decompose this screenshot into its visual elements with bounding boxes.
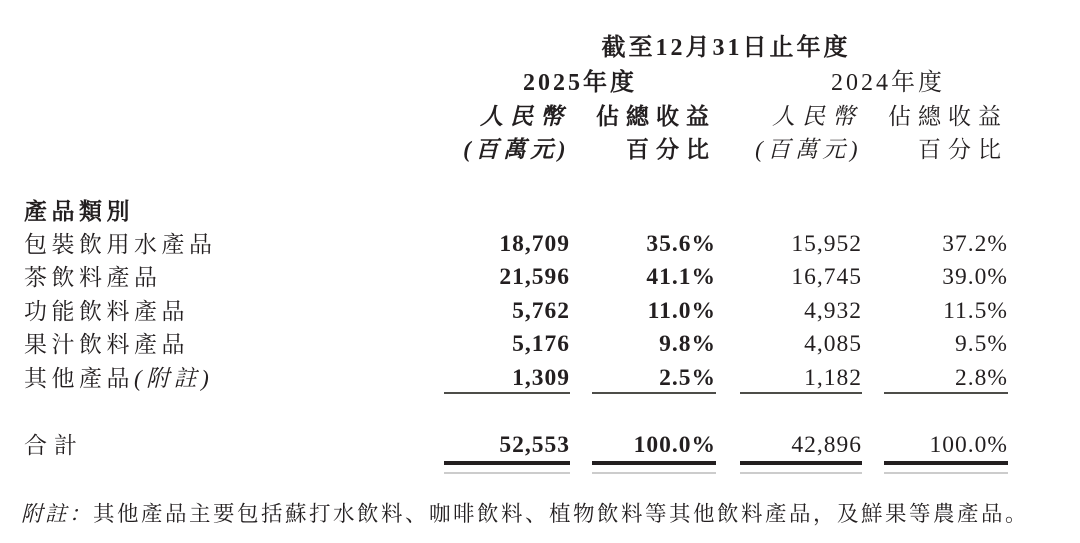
col-2025-currency-unit: (百萬元): [463, 137, 570, 162]
col-2025-share-header: 佔總收益: [596, 104, 716, 129]
cell-2024-pct: 9.5%: [955, 331, 1008, 357]
year-2025-header: 2025年度: [523, 70, 637, 96]
total-rule-shadow: [740, 472, 862, 474]
footnote-prefix: 附註：: [21, 502, 94, 526]
subheader-row-2: [24, 136, 1008, 163]
column-rule: [592, 392, 716, 394]
col-2025-currency-header: 人民幣: [480, 104, 570, 129]
total-rule: [740, 461, 862, 465]
total-rule: [592, 461, 716, 465]
year-header-row: [24, 70, 1008, 97]
cell-2025-rmb: 21,596: [499, 264, 570, 290]
total-label: 合計: [24, 433, 84, 458]
row-label: 果汁飲料產品: [24, 332, 189, 357]
total-2024-rmb: 42,896: [791, 432, 862, 458]
col-2024-share-header: 佔總收益: [888, 104, 1008, 129]
total-2025-rmb: 52,553: [499, 432, 570, 458]
footnote: [21, 501, 1061, 528]
table-row: [24, 331, 1008, 358]
total-rule-shadow: [592, 472, 716, 474]
table-row: [24, 298, 1008, 325]
table-row: [24, 231, 1008, 258]
total-rule: [884, 461, 1008, 465]
total-rule-shadow: [884, 472, 1008, 474]
column-rule: [884, 392, 1008, 394]
table-row: [24, 264, 1008, 291]
row-label: 包裝飲用水產品: [24, 232, 217, 257]
total-2024-pct: 100.0%: [929, 432, 1008, 458]
col-2024-share-unit: 百分比: [918, 137, 1008, 162]
total-rule-shadow: [444, 472, 570, 474]
cell-2024-rmb: 15,952: [791, 231, 862, 257]
column-rule: [740, 392, 862, 394]
row-label-text: 其他產品: [24, 366, 134, 391]
col-2025-share-unit: 百分比: [626, 137, 716, 162]
cell-2024-rmb: 4,085: [804, 331, 862, 357]
cell-2025-pct: 41.1%: [646, 264, 716, 290]
cell-2025-rmb: 1,309: [512, 365, 570, 391]
cell-2024-rmb: 1,182: [804, 365, 862, 391]
row-label-note-ref: (附註): [134, 366, 214, 391]
cell-2025-rmb: 18,709: [499, 231, 570, 257]
cell-2025-rmb: 5,176: [512, 331, 570, 357]
period-header: 截至12月31日止年度: [601, 35, 851, 61]
row-label: 功能飲料產品: [24, 299, 189, 324]
cell-2024-pct: 11.5%: [943, 298, 1008, 324]
row-label: [24, 365, 444, 392]
total-rule: [444, 461, 570, 465]
cell-2025-pct: 9.8%: [659, 331, 716, 357]
cell-2024-pct: 39.0%: [942, 264, 1008, 290]
section-header-row: [24, 198, 1008, 225]
subheader-row-1: [24, 103, 1008, 130]
cell-2025-pct: 35.6%: [646, 231, 716, 257]
section-header: 產品類別: [24, 199, 134, 224]
total-row: [24, 432, 1008, 459]
cell-2024-pct: 2.8%: [955, 365, 1008, 391]
year-2024-header: [740, 70, 1008, 97]
col-2024-currency-header: 人民幣: [772, 104, 862, 129]
cell-2025-pct: 2.5%: [659, 365, 716, 391]
cell-2025-pct: 11.0%: [647, 298, 716, 324]
row-label: 茶飲料產品: [24, 265, 162, 290]
cell-2025-rmb: 5,762: [512, 298, 570, 324]
cell-2024-rmb: 16,745: [791, 264, 862, 290]
column-rule: [444, 392, 570, 394]
year-2024-label: 2024年度: [831, 70, 945, 96]
footnote-text: 其他產品主要包括蘇打水飲料、咖啡飲料、植物飲料等其他飲料產品，及鮮果等農產品。: [93, 502, 1030, 526]
col-2024-currency-unit: (百萬元): [755, 137, 862, 162]
period-header-row: [24, 35, 1008, 62]
total-2025-pct: 100.0%: [633, 432, 716, 458]
cell-2024-pct: 37.2%: [942, 231, 1008, 257]
table-row: [24, 365, 1008, 392]
cell-2024-rmb: 4,932: [804, 298, 862, 324]
